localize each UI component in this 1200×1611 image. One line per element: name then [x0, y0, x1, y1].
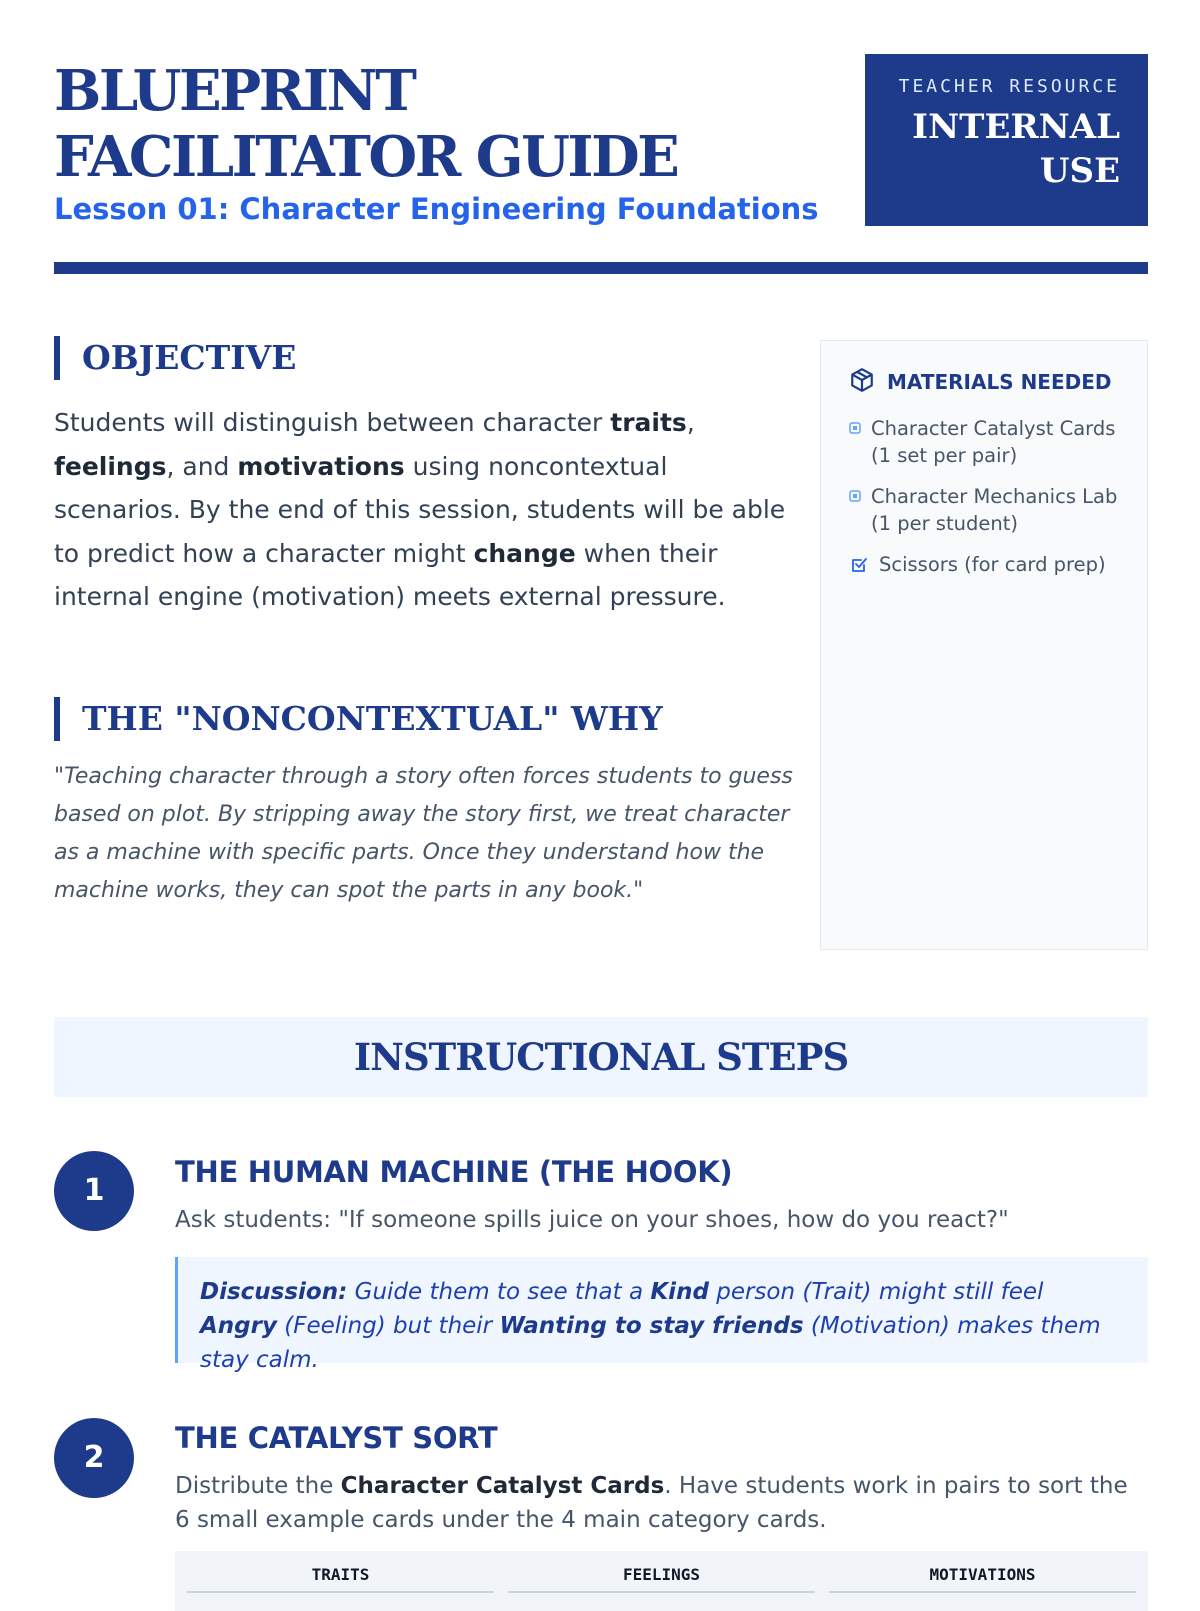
keyword-angry: Angry — [200, 1313, 277, 1339]
discussion-label: Discussion: — [200, 1279, 348, 1305]
material-label: Character Mechanics Lab (1 per student) — [871, 485, 1118, 535]
text-run: Students will distinguish between character — [54, 408, 611, 437]
text-run: Distribute the — [175, 1473, 341, 1499]
step-title: THE HUMAN MACHINE (THE HOOK) — [175, 1155, 733, 1189]
step-description: Ask students: "If someone spills juice on your shoes, how do you react?" — [175, 1207, 1009, 1233]
internal-use-badge — [865, 54, 1148, 226]
step-title: THE CATALYST SORT — [175, 1421, 498, 1455]
text-run: , and — [166, 451, 238, 481]
text-run: (Feeling) but their — [276, 1313, 500, 1339]
text-run: when their internal engine (motivation) meets external pressure. — [54, 538, 726, 611]
material-item — [849, 551, 1127, 579]
table-header-feelings: FEELINGS — [508, 1565, 815, 1593]
keyword-traits: traits — [610, 408, 687, 437]
table-header-traits: TRAITS — [187, 1565, 494, 1593]
package-icon — [849, 367, 875, 397]
why-quote: "Teaching character through a story often forces students to guess based on plot. By stripping away the story first, we treat character as a machine with specific parts. Once they understand how the machine works, they can spot the parts in any book." — [54, 764, 793, 903]
step-number: 1 — [54, 1151, 134, 1231]
materials-title: MATERIALS NEEDED — [887, 370, 1112, 394]
objective-heading: OBJECTIVE — [54, 336, 794, 380]
why-heading: THE "NONCONTEXTUAL" WHY — [54, 697, 794, 741]
lesson-subtitle: Lesson 01: Character Engineering Foundations — [54, 192, 819, 226]
badge-label: TEACHER RESOURCE — [898, 76, 1120, 97]
text-run: Guide them to see that a — [347, 1279, 651, 1305]
objective-text — [54, 401, 794, 619]
step-number: 2 — [54, 1418, 134, 1498]
facilitator-guide-page — [54, 0, 1148, 1600]
material-item — [849, 483, 1127, 537]
step-description — [175, 1469, 1145, 1537]
keyword-cards: Character Catalyst Cards — [340, 1473, 665, 1499]
text-run: person (Trait) might still feel — [708, 1279, 1044, 1305]
keyword-change: change — [473, 538, 576, 568]
instructional-steps-banner: INSTRUCTIONAL STEPS — [54, 1017, 1148, 1097]
keyword-wanting: Wanting to stay friends — [499, 1313, 804, 1339]
materials-header — [849, 367, 1127, 397]
material-label: Scissors (for card prep) — [879, 553, 1106, 576]
keyword-kind: Kind — [650, 1279, 709, 1305]
text-run: using noncontextual scenarios. By the end of this session, students will be able to predict how a character might — [54, 451, 786, 568]
keyword-motivations: motivations — [237, 451, 405, 481]
material-label: Character Catalyst Cards (1 set per pair) — [871, 417, 1116, 467]
table-header-motivations: MOTIVATIONS — [829, 1565, 1136, 1593]
text-run: . Have students work in pairs to sort the 6 small example cards under the 4 main category cards. — [175, 1473, 1128, 1533]
badge-title: INTERNAL USE — [912, 107, 1120, 191]
materials-panel — [820, 340, 1148, 950]
checkbox-icon — [849, 555, 869, 579]
text-run: (Motivation) makes them stay calm. — [200, 1313, 1101, 1373]
discussion-callout — [175, 1257, 1148, 1373]
square-icon — [849, 419, 861, 438]
text-run: , — [686, 408, 695, 437]
material-item — [849, 415, 1127, 469]
header-divider — [54, 262, 1148, 274]
sort-table — [175, 1551, 1148, 1611]
page-title: BLUEPRINT FACILITATOR GUIDE — [54, 58, 678, 190]
keyword-feelings: feelings — [54, 451, 167, 481]
square-icon — [849, 487, 861, 506]
